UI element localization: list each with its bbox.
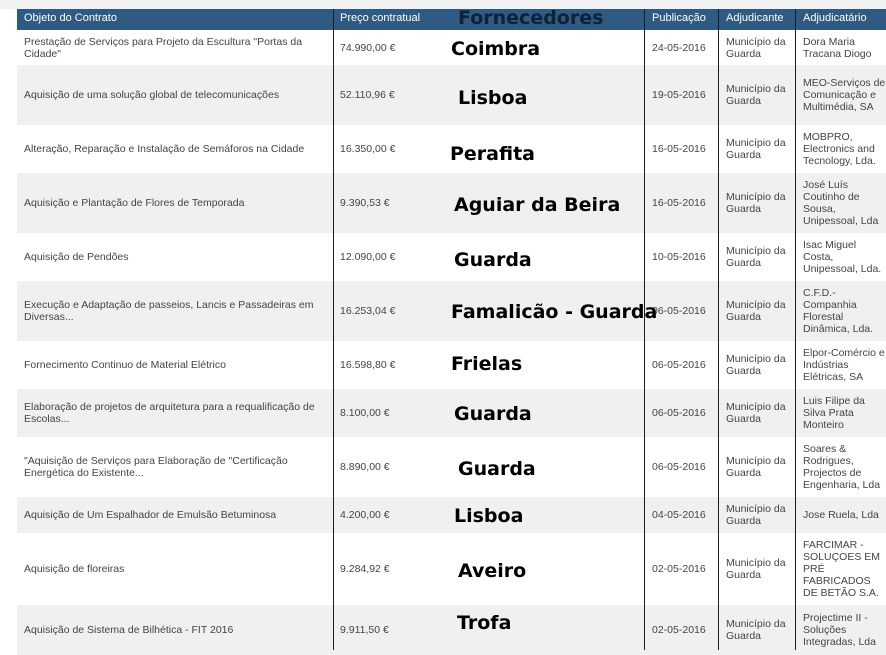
cell-adjudicatario: Elpor-Comércio e Indústrias Elétricas, SA	[803, 347, 885, 383]
table-row[interactable]	[17, 65, 886, 125]
cell-preco: 16.350,00 €	[340, 143, 396, 155]
cell-preco: 9.390,53 €	[340, 197, 390, 209]
cell-objeto: Aquisição de floreiras	[24, 563, 125, 575]
cell-preco: 16.253,04 €	[340, 305, 396, 317]
cell-objeto: Execução e Adaptação de passeios, Lancis e Passadeiras em Diversas...	[24, 299, 314, 323]
fornecedor-label: Frielas	[451, 353, 523, 375]
fornecedor-label: Lisboa	[458, 87, 528, 109]
fornecedor-label: Lisboa	[454, 505, 524, 527]
fornecedor-label: Aveiro	[458, 560, 527, 582]
cell-publicacao: 06-05-2016	[652, 305, 706, 317]
contracts-table	[17, 9, 886, 655]
cell-publicacao: 06-05-2016	[652, 461, 706, 473]
cell-preco: 4.200,00 €	[340, 509, 390, 521]
fornecedor-label: Guarda	[458, 458, 536, 480]
cell-adjudicante: Município da Guarda	[726, 401, 786, 425]
table-row[interactable]	[17, 533, 886, 605]
fornecedor-label: Aguiar da Beira	[454, 194, 621, 216]
cell-preco: 74.990,00 €	[340, 41, 396, 54]
cell-preco: 16.598,80 €	[340, 359, 396, 371]
cell-adjudicatario: Isac Miguel Costa, Unipessoal, Lda.	[803, 239, 882, 275]
cell-preco: 52.110,96 €	[340, 89, 395, 101]
header-adjudicante[interactable]: Adjudicante	[726, 12, 784, 24]
cell-adjudicante: Município da Guarda	[726, 455, 786, 479]
column-divider	[795, 9, 796, 650]
header-preco[interactable]: Preço contratual	[340, 12, 421, 24]
fornecedor-label: Perafita	[450, 143, 535, 165]
fornecedor-label: Guarda	[454, 249, 532, 271]
cell-preco: 12.090,00 €	[340, 251, 396, 263]
cell-publicacao: 04-05-2016	[652, 509, 706, 521]
cell-adjudicante: Município da Guarda	[726, 35, 786, 60]
cell-objeto: Elaboração de projetos de arquitetura para a requalificação de Escolas...	[24, 401, 315, 425]
cell-adjudicante: Município da Guarda	[726, 503, 786, 527]
cell-preco: 9.284,92 €	[340, 563, 390, 575]
cell-adjudicante: Município da Guarda	[726, 245, 786, 269]
cell-adjudicatario: Luis Filipe da Silva Prata Monteiro	[803, 395, 865, 431]
cell-adjudicante: Município da Guarda	[726, 137, 786, 161]
cell-preco: 9.911,50 €	[340, 624, 389, 636]
cell-adjudicante: Município da Guarda	[726, 353, 786, 377]
cell-publicacao: 19-05-2016	[652, 89, 706, 101]
cell-adjudicatario: MEO-Serviços de Comunicação e Multimédia, SA	[803, 77, 886, 113]
cell-adjudicante: Município da Guarda	[726, 191, 786, 215]
cell-objeto: Prestação de Serviços para Projeto da Escultura "Portas da Cidade"	[24, 35, 303, 60]
cell-objeto: Aquisição de Pendões	[24, 251, 129, 263]
column-divider	[718, 9, 719, 650]
top-bar	[0, 0, 886, 9]
cell-adjudicante: Município da Guarda	[726, 557, 786, 581]
cell-adjudicatario: FARCIMAR - SOLUÇOES EM PRÉ FABRICADOS DE BETÃO S.A.	[803, 539, 881, 599]
table-row[interactable]	[17, 389, 886, 437]
cell-publicacao: 06-05-2016	[652, 407, 706, 419]
cell-objeto: "Aquisição de Serviços para Elaboração de "Certificação Energética do Existente...	[24, 455, 288, 479]
fornecedor-label: Famalicão - Guarda	[451, 301, 658, 323]
cell-publicacao: 02-05-2016	[652, 624, 706, 636]
table-row[interactable]	[17, 173, 886, 233]
cell-adjudicatario: MOBPRO, Electronics and Tecnology, Lda.	[803, 131, 876, 167]
table-row[interactable]	[17, 497, 886, 533]
header-objeto[interactable]: Objeto do Contrato	[24, 12, 117, 24]
fornecedor-label: Guarda	[454, 403, 532, 425]
cell-publicacao: 10-05-2016	[652, 251, 706, 263]
table-row[interactable]	[17, 233, 886, 281]
cell-adjudicatario: Projectime II - Soluções Integradas, Lda	[803, 612, 876, 648]
cell-publicacao: 16-05-2016	[652, 143, 706, 155]
cell-adjudicatario: Jose Ruela, Lda	[803, 509, 879, 521]
fornecedor-label: Trofa	[457, 612, 512, 634]
cell-objeto: Aquisição e Plantação de Flores de Temporada	[24, 197, 245, 209]
cell-objeto: Alteração, Reparação e Instalação de Semáforos na Cidade	[24, 143, 305, 155]
fornecedores-title: Fornecedores	[458, 7, 604, 29]
cell-publicacao: 24-05-2016	[652, 41, 706, 54]
cell-objeto: Aquisição de Um Espalhador de Emulsão Betuminosa	[24, 509, 277, 521]
table-row[interactable]	[17, 605, 886, 655]
cell-adjudicatario: Dora Maria Tracana Diogo	[803, 35, 872, 60]
cell-publicacao: 02-05-2016	[652, 563, 706, 575]
cell-adjudicante: Município da Guarda	[726, 83, 786, 107]
cell-adjudicante: Município da Guarda	[726, 618, 786, 642]
column-divider	[333, 9, 334, 650]
column-divider	[644, 9, 645, 650]
cell-adjudicante: Município da Guarda	[726, 299, 786, 323]
table-header	[17, 9, 886, 30]
cell-adjudicatario: José Luís Coutinho de Sousa, Unipessoal, Lda	[803, 179, 879, 227]
header-publicacao[interactable]: Publicação	[652, 12, 706, 24]
cell-objeto: Aquisição de uma solução global de telecomunicações	[24, 89, 280, 101]
cell-adjudicatario: Soares & Rodrigues, Projectos de Engenharia, Lda	[803, 443, 881, 491]
cell-objeto: Fornecimento Continuo de Material Elétrico	[24, 359, 226, 371]
table-row[interactable]	[17, 437, 886, 497]
cell-preco: 8.890,00 €	[340, 461, 390, 473]
cell-publicacao: 06-05-2016	[652, 359, 706, 371]
cell-preco: 8.100,00 €	[340, 407, 390, 419]
cell-objeto: Aquisição de Sistema de Bilhética - FIT 2016	[24, 624, 234, 636]
cell-publicacao: 16-05-2016	[652, 197, 706, 209]
fornecedor-label: Coimbra	[451, 38, 541, 60]
cell-adjudicatario: C.F.D.- Companhia Florestal Dinâmica, Lda.	[803, 287, 874, 335]
header-adjudicatario[interactable]: Adjudicatário	[803, 12, 867, 24]
